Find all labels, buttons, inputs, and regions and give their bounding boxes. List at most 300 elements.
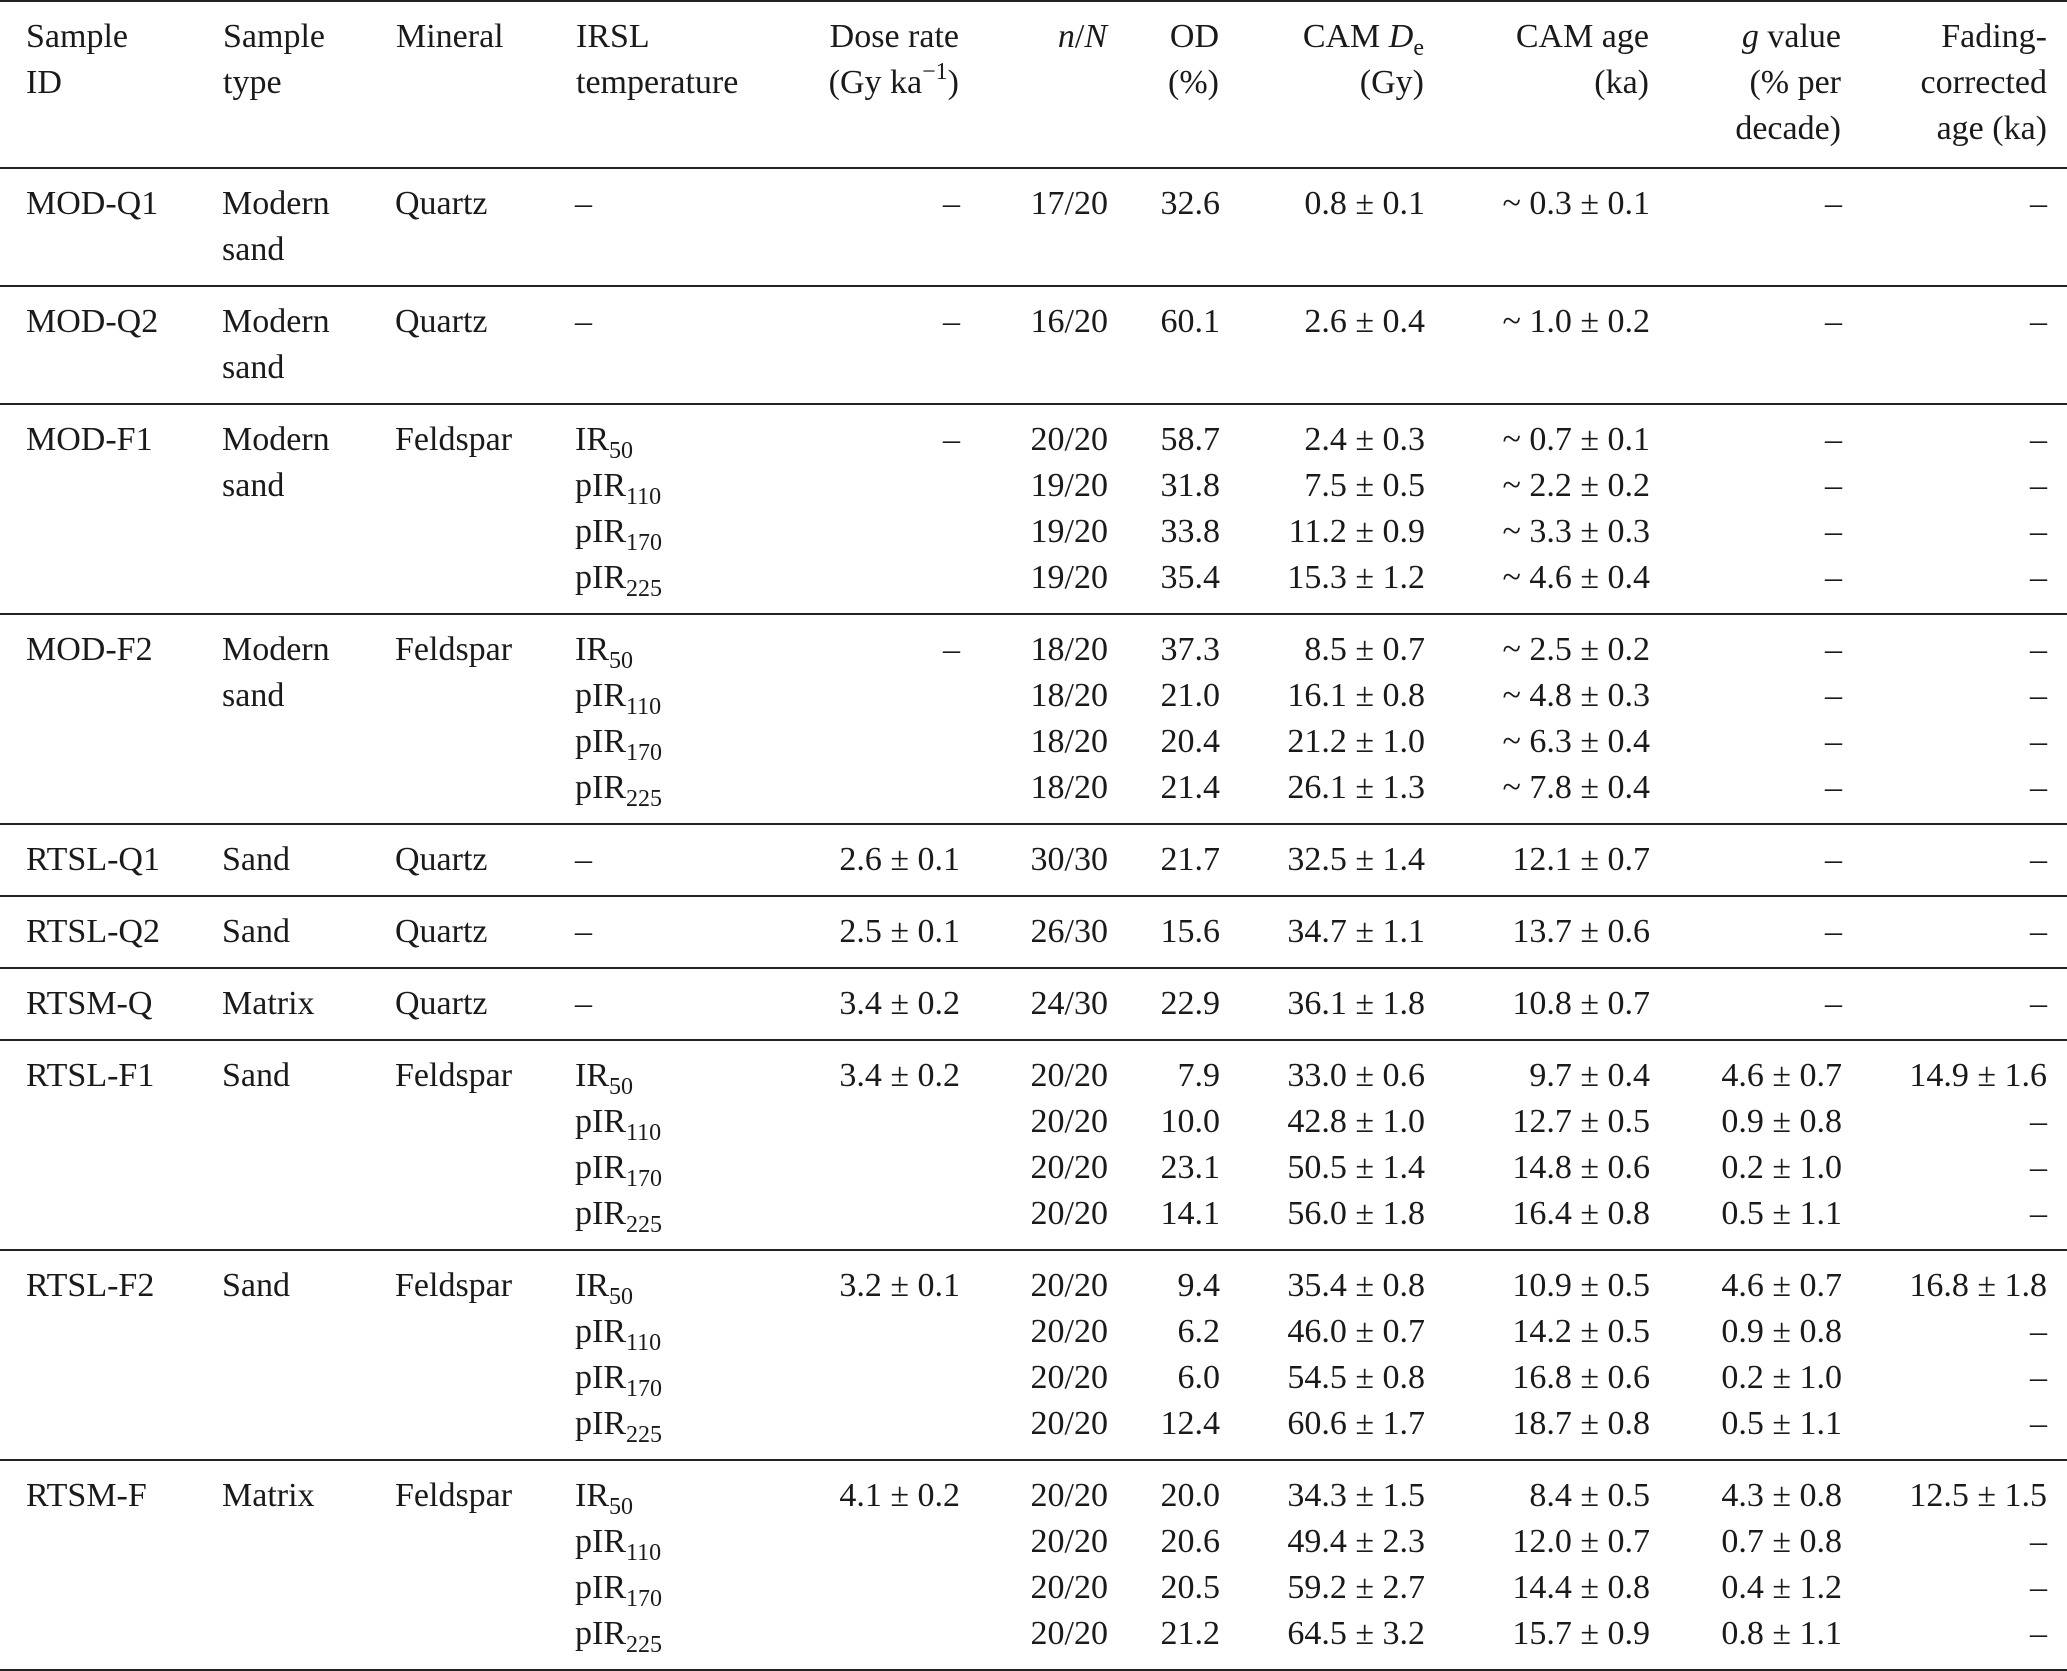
cell-dose-rate — [775, 824, 960, 896]
cell-mineral — [395, 614, 575, 824]
cell-dose-rate — [775, 968, 960, 1040]
cell-cam-age-line: 10.9 ± 0.5 — [1512, 1267, 1650, 1304]
table-row — [0, 1460, 2067, 1670]
cell-cam-de-line: 50.5 ± 1.4 — [1287, 1149, 1425, 1186]
cell-mineral-line: Feldspar — [395, 1477, 513, 1514]
cell-n-over-n-line: 18/20 — [1030, 723, 1108, 760]
cell-g-value — [1650, 896, 1842, 968]
cell-dose-rate-line: – — [943, 185, 960, 222]
cell-g-value — [1650, 286, 1842, 404]
cell-dose-rate-line: 4.1 ± 0.2 — [839, 1477, 960, 1514]
cell-n-over-n-line: 20/20 — [1030, 1057, 1108, 1094]
cell-sample-type — [222, 404, 395, 614]
cell-irsl-temperature-line: pIR$_{225}$ — [575, 1405, 662, 1448]
cell-fading-corrected-age-line: – — [2030, 303, 2047, 340]
cell-od — [1108, 286, 1220, 404]
cell-dose-rate — [775, 286, 960, 404]
cell-n-over-n-line: 26/30 — [1030, 913, 1108, 950]
cell-irsl-temperature-line: pIR$_{170}$ — [575, 1149, 662, 1192]
cell-sample-type-line: sand — [222, 231, 285, 268]
cell-g-value-line: 4.6 ± 0.7 — [1721, 1267, 1842, 1304]
cell-g-value-line: – — [1825, 513, 1842, 550]
cell-g-value-line: 0.7 ± 0.8 — [1721, 1523, 1842, 1560]
cell-cam-age-line: 18.7 ± 0.8 — [1512, 1405, 1650, 1442]
cell-cam-age — [1425, 896, 1650, 968]
cell-od-line: 6.2 — [1177, 1313, 1220, 1350]
cell-cam-age-line: ~ 0.7 ± 0.1 — [1502, 421, 1650, 458]
cell-cam-de-line: 35.4 ± 0.8 — [1287, 1267, 1425, 1304]
cell-sample-id-line: RTSL-F2 — [26, 1267, 155, 1304]
cell-irsl-temperature-line: – — [575, 185, 592, 222]
cell-cam-de-line: 46.0 ± 0.7 — [1287, 1313, 1425, 1350]
cell-cam-age-line: 8.4 ± 0.5 — [1529, 1477, 1650, 1514]
cell-cam-de-line: 8.5 ± 0.7 — [1304, 631, 1425, 668]
cell-od-line: 37.3 — [1160, 631, 1220, 668]
cell-n-over-n-line: 18/20 — [1030, 631, 1108, 668]
cell-cam-de-line: 60.6 ± 1.7 — [1287, 1405, 1425, 1442]
cell-fading-corrected-age-line: – — [2030, 185, 2047, 222]
cell-fading-corrected-age-line: – — [2030, 559, 2047, 596]
cell-dose-rate-line: – — [943, 303, 960, 340]
cell-sample-type-line: sand — [222, 349, 285, 386]
cell-sample-id-line: RTSM-Q — [26, 985, 153, 1022]
cell-irsl-temperature — [575, 824, 775, 896]
cell-od-line: 22.9 — [1160, 985, 1220, 1022]
cell-n-over-n-line: 17/20 — [1030, 185, 1108, 222]
cell-cam-age — [1425, 168, 1650, 286]
cell-irsl-temperature — [575, 168, 775, 286]
cell-n-over-n-line: 18/20 — [1030, 769, 1108, 806]
cell-sample-id — [0, 896, 222, 968]
cell-g-value-line: – — [1825, 185, 1842, 222]
cell-od-line: 6.0 — [1177, 1359, 1220, 1396]
col-g-value: g value (% per decade) — [1735, 18, 1841, 147]
cell-dose-rate — [775, 404, 960, 614]
cell-fading-corrected-age — [1842, 614, 2067, 824]
cell-fading-corrected-age-line: – — [2030, 1615, 2047, 1652]
cell-cam-de — [1220, 1250, 1425, 1460]
cell-cam-age-line: 13.7 ± 0.6 — [1512, 913, 1650, 950]
cell-g-value-line: – — [1825, 723, 1842, 760]
cell-mineral — [395, 168, 575, 286]
col-sample-id: Sample ID — [26, 18, 128, 101]
cell-mineral-line: Quartz — [395, 985, 488, 1022]
cell-sample-type-line: Sand — [222, 1267, 290, 1304]
cell-cam-de — [1220, 968, 1425, 1040]
cell-fading-corrected-age — [1842, 286, 2067, 404]
cell-fading-corrected-age — [1842, 168, 2067, 286]
cell-mineral-line: Feldspar — [395, 1267, 513, 1304]
cell-g-value — [1650, 404, 1842, 614]
cell-cam-age-line: ~ 4.6 ± 0.4 — [1502, 559, 1650, 596]
cell-mineral — [395, 404, 575, 614]
cell-sample-id-line: MOD-Q2 — [26, 303, 159, 340]
cell-cam-de-line: 34.3 ± 1.5 — [1287, 1477, 1425, 1514]
cell-sample-type-line: Sand — [222, 1057, 290, 1094]
cell-cam-age — [1425, 824, 1650, 896]
cell-od-line: 21.7 — [1160, 841, 1220, 878]
table-body — [0, 168, 2067, 1670]
cell-sample-id-line: RTSM-F — [26, 1477, 147, 1514]
cell-cam-de — [1220, 614, 1425, 824]
cell-cam-age-line: ~ 6.3 ± 0.4 — [1502, 723, 1650, 760]
cell-n-over-n-line: 18/20 — [1030, 677, 1108, 714]
cell-sample-type — [222, 968, 395, 1040]
cell-od-line: 20.0 — [1160, 1477, 1220, 1514]
cell-cam-age-line: 15.7 ± 0.9 — [1512, 1615, 1650, 1652]
cell-cam-de-line: 36.1 ± 1.8 — [1287, 985, 1425, 1022]
cell-cam-age-line: ~ 2.2 ± 0.2 — [1502, 467, 1650, 504]
cell-fading-corrected-age-line: – — [2030, 513, 2047, 550]
cell-od — [1108, 404, 1220, 614]
cell-n-over-n-line: 20/20 — [1030, 1523, 1108, 1560]
table-row — [0, 968, 2067, 1040]
cell-g-value — [1650, 168, 1842, 286]
cell-sample-type-line: Modern — [222, 421, 330, 458]
cell-sample-type-line: Modern — [222, 631, 330, 668]
cell-cam-de — [1220, 1460, 1425, 1670]
table-row — [0, 1250, 2067, 1460]
cell-n-over-n-line: 20/20 — [1030, 1103, 1108, 1140]
cell-od — [1108, 168, 1220, 286]
table-row — [0, 896, 2067, 968]
cell-cam-de-line: 33.0 ± 0.6 — [1287, 1057, 1425, 1094]
cell-sample-id-line: RTSL-F1 — [26, 1057, 155, 1094]
cell-cam-age-line: 14.8 ± 0.6 — [1512, 1149, 1650, 1186]
cell-sample-id — [0, 404, 222, 614]
cell-fading-corrected-age-line: 14.9 ± 1.6 — [1909, 1057, 2047, 1094]
cell-od-line: 60.1 — [1160, 303, 1220, 340]
cell-od-line: 33.8 — [1160, 513, 1220, 550]
cell-irsl-temperature-line: pIR$_{110}$ — [575, 467, 662, 510]
cell-cam-age-line: 9.7 ± 0.4 — [1529, 1057, 1650, 1094]
cell-cam-age-line: 12.7 ± 0.5 — [1512, 1103, 1650, 1140]
cell-mineral-line: Quartz — [395, 303, 488, 340]
cell-n-over-n-line: 20/20 — [1030, 1477, 1108, 1514]
table-row — [0, 168, 2067, 286]
cell-mineral-line: Quartz — [395, 841, 488, 878]
cell-irsl-temperature-line: pIR$_{170}$ — [575, 1569, 662, 1612]
cell-irsl-temperature-line: – — [575, 303, 592, 340]
cell-cam-age-line: 12.0 ± 0.7 — [1512, 1523, 1650, 1560]
cell-cam-de-line: 2.4 ± 0.3 — [1304, 421, 1425, 458]
cell-g-value-line: – — [1825, 985, 1842, 1022]
cell-od-line: 23.1 — [1160, 1149, 1220, 1186]
cell-cam-de-line: 54.5 ± 0.8 — [1287, 1359, 1425, 1396]
cell-dose-rate — [775, 896, 960, 968]
cell-mineral — [395, 968, 575, 1040]
cell-irsl-temperature-line: pIR$_{225}$ — [575, 1615, 662, 1658]
cell-g-value-line: – — [1825, 467, 1842, 504]
cell-od — [1108, 896, 1220, 968]
cell-fading-corrected-age — [1842, 1250, 2067, 1460]
table-header — [0, 1, 2067, 168]
cell-fading-corrected-age — [1842, 1460, 2067, 1670]
cell-fading-corrected-age-line: 16.8 ± 1.8 — [1909, 1267, 2047, 1304]
cell-irsl-temperature — [575, 404, 775, 614]
cell-fading-corrected-age — [1842, 1040, 2067, 1250]
cell-dose-rate — [775, 1460, 960, 1670]
cell-fading-corrected-age — [1842, 404, 2067, 614]
cell-od — [1108, 1250, 1220, 1460]
cell-sample-type — [222, 824, 395, 896]
cell-irsl-temperature-line: – — [575, 913, 592, 950]
cell-n-over-n-line: 19/20 — [1030, 559, 1108, 596]
cell-sample-id-line: RTSL-Q2 — [26, 913, 160, 950]
cell-od-line: 32.6 — [1160, 185, 1220, 222]
cell-cam-de — [1220, 404, 1425, 614]
cell-cam-age-line: ~ 2.5 ± 0.2 — [1502, 631, 1650, 668]
cell-g-value — [1650, 1460, 1842, 1670]
cell-n-over-n — [960, 1460, 1108, 1670]
cell-od-line: 20.5 — [1160, 1569, 1220, 1606]
cell-sample-id — [0, 1460, 222, 1670]
cell-cam-de — [1220, 824, 1425, 896]
cell-cam-age-line: ~ 7.8 ± 0.4 — [1502, 769, 1650, 806]
cell-cam-de-line: 2.6 ± 0.4 — [1304, 303, 1425, 340]
cell-n-over-n — [960, 1250, 1108, 1460]
cell-irsl-temperature-line: pIR$_{225}$ — [575, 559, 662, 602]
cell-fading-corrected-age — [1842, 968, 2067, 1040]
cell-n-over-n-line: 20/20 — [1030, 1615, 1108, 1652]
cell-od-line: 15.6 — [1160, 913, 1220, 950]
cell-fading-corrected-age-line: – — [2030, 677, 2047, 714]
cell-cam-age-line: ~ 3.3 ± 0.3 — [1502, 513, 1650, 550]
cell-sample-id — [0, 968, 222, 1040]
cell-cam-de-line: 34.7 ± 1.1 — [1287, 913, 1425, 950]
cell-od-line: 20.4 — [1160, 723, 1220, 760]
cell-irsl-temperature — [575, 1250, 775, 1460]
cell-fading-corrected-age-line: 12.5 ± 1.5 — [1909, 1477, 2047, 1514]
cell-mineral-line: Feldspar — [395, 421, 513, 458]
cell-g-value-line: – — [1825, 677, 1842, 714]
col-dose-rate: Dose rate (Gy $ka^{-1}$) — [828, 18, 959, 101]
cell-n-over-n — [960, 614, 1108, 824]
cell-od-line: 21.4 — [1160, 769, 1220, 806]
cell-n-over-n — [960, 404, 1108, 614]
cell-cam-de-line: 56.0 ± 1.8 — [1287, 1195, 1425, 1232]
col-sample-type: Sample type — [223, 18, 325, 101]
cell-sample-id — [0, 286, 222, 404]
table-row — [0, 824, 2067, 896]
col-od: OD (%) — [1168, 18, 1219, 101]
cell-g-value-line: 4.3 ± 0.8 — [1721, 1477, 1842, 1514]
cell-irsl-temperature-line: pIR$_{110}$ — [575, 1313, 662, 1356]
col-mineral: Mineral — [396, 18, 504, 55]
cell-irsl-temperature — [575, 614, 775, 824]
cell-n-over-n — [960, 168, 1108, 286]
cell-irsl-temperature-line: $IR_{50}$ — [575, 1477, 633, 1520]
cell-fading-corrected-age-line: – — [2030, 1313, 2047, 1350]
cell-g-value — [1650, 824, 1842, 896]
cell-od-line: 12.4 — [1160, 1405, 1220, 1442]
cell-dose-rate-line: 3.4 ± 0.2 — [839, 985, 960, 1022]
cell-sample-id — [0, 1040, 222, 1250]
cell-sample-id — [0, 614, 222, 824]
cell-irsl-temperature-line: pIR$_{225}$ — [575, 1195, 662, 1238]
cell-g-value-line: 0.9 ± 0.8 — [1721, 1103, 1842, 1140]
cell-fading-corrected-age-line: – — [2030, 841, 2047, 878]
cell-irsl-temperature-line: $IR_{50}$ — [575, 631, 633, 674]
cell-od — [1108, 824, 1220, 896]
cell-fading-corrected-age-line: – — [2030, 1523, 2047, 1560]
cell-dose-rate-line: 2.6 ± 0.1 — [839, 841, 960, 878]
cell-sample-type — [222, 168, 395, 286]
cell-n-over-n — [960, 824, 1108, 896]
cell-g-value — [1650, 1040, 1842, 1250]
cell-cam-de-line: 0.8 ± 0.1 — [1304, 185, 1425, 222]
cell-n-over-n-line: 20/20 — [1030, 1313, 1108, 1350]
cell-cam-de — [1220, 896, 1425, 968]
cell-od-line: 35.4 — [1160, 559, 1220, 596]
cell-g-value-line: 0.5 ± 1.1 — [1721, 1195, 1842, 1232]
cell-cam-de-line: 11.2 ± 0.9 — [1288, 513, 1425, 550]
cell-irsl-temperature-line: pIR$_{170}$ — [575, 723, 662, 766]
cell-n-over-n-line: 30/30 — [1030, 841, 1108, 878]
cell-irsl-temperature-line: pIR$_{170}$ — [575, 1359, 662, 1402]
table-row — [0, 404, 2067, 614]
cell-sample-type — [222, 614, 395, 824]
cell-dose-rate — [775, 1250, 960, 1460]
cell-od-line: 20.6 — [1160, 1523, 1220, 1560]
cell-cam-age — [1425, 1040, 1650, 1250]
cell-n-over-n — [960, 968, 1108, 1040]
cell-od — [1108, 1460, 1220, 1670]
cell-mineral-line: Quartz — [395, 185, 488, 222]
cell-sample-type — [222, 1040, 395, 1250]
cell-sample-type-line: sand — [222, 467, 285, 504]
cell-fading-corrected-age-line: – — [2030, 1359, 2047, 1396]
cell-fading-corrected-age-line: – — [2030, 1149, 2047, 1186]
cell-sample-id-line: MOD-F1 — [26, 421, 153, 458]
cell-dose-rate-line: 3.2 ± 0.1 — [839, 1267, 960, 1304]
cell-irsl-temperature-line: pIR$_{110}$ — [575, 677, 662, 720]
cell-g-value-line: 0.4 ± 1.2 — [1721, 1569, 1842, 1606]
cell-dose-rate-line: – — [943, 631, 960, 668]
col-irsl-temperature: IRSL temperature — [576, 18, 739, 101]
cell-od-line: 21.0 — [1160, 677, 1220, 714]
cell-sample-type-line: Matrix — [222, 985, 315, 1022]
cell-sample-type-line: Sand — [222, 841, 290, 878]
cell-irsl-temperature-line: – — [575, 985, 592, 1022]
table-row — [0, 614, 2067, 824]
cell-dose-rate — [775, 168, 960, 286]
cell-cam-age-line: 14.4 ± 0.8 — [1512, 1569, 1650, 1606]
cell-n-over-n-line: 24/30 — [1030, 985, 1108, 1022]
cell-sample-type-line: sand — [222, 677, 285, 714]
cell-g-value-line: 0.2 ± 1.0 — [1721, 1149, 1842, 1186]
cell-od-line: 9.4 — [1177, 1267, 1220, 1304]
cell-cam-age-line: 12.1 ± 0.7 — [1512, 841, 1650, 878]
cell-g-value-line: – — [1825, 303, 1842, 340]
cell-cam-age-line: ~ 4.8 ± 0.3 — [1502, 677, 1650, 714]
cell-n-over-n-line: 20/20 — [1030, 1195, 1108, 1232]
cell-fading-corrected-age-line: – — [2030, 1405, 2047, 1442]
cell-cam-age-line: 10.8 ± 0.7 — [1512, 985, 1650, 1022]
cell-cam-age — [1425, 614, 1650, 824]
cell-n-over-n-line: 20/20 — [1030, 1569, 1108, 1606]
cell-fading-corrected-age-line: – — [2030, 1195, 2047, 1232]
cell-sample-type — [222, 286, 395, 404]
cell-g-value — [1650, 1250, 1842, 1460]
cell-n-over-n — [960, 896, 1108, 968]
cell-mineral-line: Quartz — [395, 913, 488, 950]
cell-sample-type — [222, 896, 395, 968]
cell-g-value-line: 0.8 ± 1.1 — [1721, 1615, 1842, 1652]
cell-dose-rate — [775, 1040, 960, 1250]
cell-cam-de-line: 64.5 ± 3.2 — [1287, 1615, 1425, 1652]
cell-n-over-n-line: 19/20 — [1030, 467, 1108, 504]
cell-dose-rate-line: 3.4 ± 0.2 — [839, 1057, 960, 1094]
cell-n-over-n-line: 20/20 — [1030, 1267, 1108, 1304]
cell-sample-id-line: MOD-F2 — [26, 631, 153, 668]
cell-n-over-n-line: 20/20 — [1030, 421, 1108, 458]
cell-sample-type-line: Sand — [222, 913, 290, 950]
cell-irsl-temperature — [575, 1460, 775, 1670]
cell-irsl-temperature — [575, 968, 775, 1040]
cell-fading-corrected-age-line: – — [2030, 913, 2047, 950]
col-cam-de: CAM $D_e$ (Gy) — [1302, 18, 1424, 101]
cell-irsl-temperature-line: pIR$_{110}$ — [575, 1103, 662, 1146]
cell-mineral — [395, 286, 575, 404]
cell-g-value-line: – — [1825, 559, 1842, 596]
cell-fading-corrected-age-line: – — [2030, 769, 2047, 806]
cell-sample-type-line: Matrix — [222, 1477, 315, 1514]
cell-irsl-temperature — [575, 896, 775, 968]
cell-cam-de-line: 26.1 ± 1.3 — [1287, 769, 1425, 806]
cell-od-line: 10.0 — [1160, 1103, 1220, 1140]
cell-fading-corrected-age — [1842, 824, 2067, 896]
cell-od — [1108, 968, 1220, 1040]
cell-cam-age-line: 16.8 ± 0.6 — [1512, 1359, 1650, 1396]
cell-cam-age-line: ~ 0.3 ± 0.1 — [1502, 185, 1650, 222]
cell-sample-id — [0, 824, 222, 896]
cell-mineral — [395, 824, 575, 896]
col-n-over-n: n/N — [1057, 18, 1107, 55]
cell-g-value-line: – — [1825, 631, 1842, 668]
cell-od-line: 14.1 — [1160, 1195, 1220, 1232]
cell-cam-de-line: 49.4 ± 2.3 — [1287, 1523, 1425, 1560]
cell-irsl-temperature-line: pIR$_{170}$ — [575, 513, 662, 556]
cell-cam-de-line: 7.5 ± 0.5 — [1304, 467, 1425, 504]
cell-fading-corrected-age-line: – — [2030, 723, 2047, 760]
cell-g-value-line: 0.2 ± 1.0 — [1721, 1359, 1842, 1396]
cell-cam-age — [1425, 968, 1650, 1040]
cell-dose-rate — [775, 614, 960, 824]
cell-n-over-n — [960, 286, 1108, 404]
cell-cam-de-line: 42.8 ± 1.0 — [1287, 1103, 1425, 1140]
cell-n-over-n — [960, 1040, 1108, 1250]
cell-dose-rate-line: – — [943, 421, 960, 458]
cell-fading-corrected-age-line: – — [2030, 467, 2047, 504]
cell-sample-id — [0, 1250, 222, 1460]
cell-cam-age-line: ~ 1.0 ± 0.2 — [1502, 303, 1650, 340]
cell-cam-de-line: 32.5 ± 1.4 — [1287, 841, 1425, 878]
cell-fading-corrected-age-line: – — [2030, 1569, 2047, 1606]
cell-cam-age-line: 14.2 ± 0.5 — [1512, 1313, 1650, 1350]
cell-sample-id — [0, 168, 222, 286]
cell-od-line: 31.8 — [1160, 467, 1220, 504]
cell-cam-de-line: 16.1 ± 0.8 — [1287, 677, 1425, 714]
cell-irsl-temperature-line: pIR$_{110}$ — [575, 1523, 662, 1566]
cell-g-value-line: 0.5 ± 1.1 — [1721, 1405, 1842, 1442]
cell-g-value-line: 0.9 ± 0.8 — [1721, 1313, 1842, 1350]
cell-n-over-n-line: 16/20 — [1030, 303, 1108, 340]
cell-irsl-temperature-line: $IR_{50}$ — [575, 1057, 633, 1100]
cell-od — [1108, 614, 1220, 824]
cell-cam-de-line: 15.3 ± 1.2 — [1287, 559, 1425, 596]
cell-n-over-n-line: 20/20 — [1030, 1405, 1108, 1442]
